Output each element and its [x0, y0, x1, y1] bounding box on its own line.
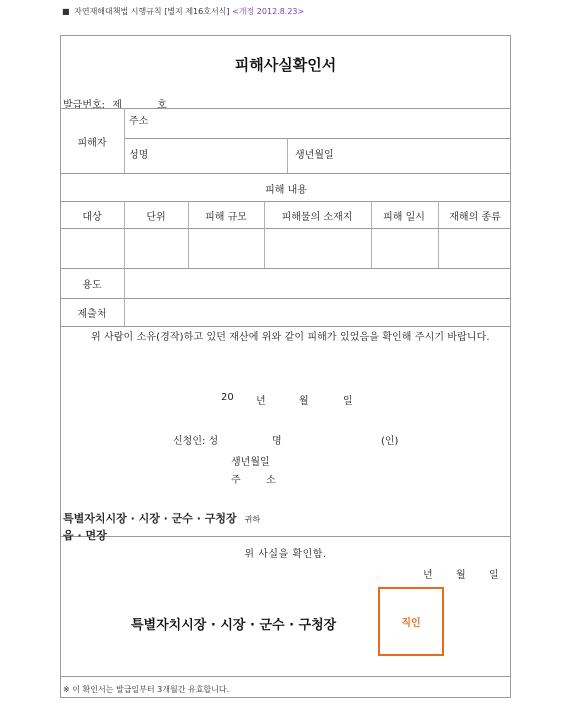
request-statement: 위 사람이 소유(경작)하고 있던 재산에 위와 같이 피해가 있었음을 확인해 주시기 바랍니다.: [91, 332, 490, 343]
date-year: 20: [221, 392, 234, 403]
column-divider: [438, 201, 439, 268]
validity-footnote: ※ 이 확인서는 발급일부터 3개월간 유효합니다.: [63, 685, 230, 694]
applicant-birth-label: 생년월일: [231, 457, 270, 468]
recipient-authority-line2: 읍 · 면장: [63, 529, 107, 542]
confirm-month-unit: 월: [456, 570, 466, 581]
row-divider: [61, 676, 510, 677]
row-divider: [61, 201, 510, 202]
column-divider: [264, 201, 265, 268]
column-divider: [188, 201, 189, 268]
row-divider: [61, 536, 510, 537]
row-divider: [61, 298, 510, 299]
applicant-address-char1: 주: [231, 475, 241, 486]
column-divider: [371, 201, 372, 268]
issue-number-suffix: 호: [157, 100, 167, 111]
official-seal-label: 직인: [401, 618, 421, 629]
signing-authority: 특별자치시장 · 시장 · 군수 · 구청장: [131, 618, 337, 633]
applicant-label: 신청인: 성: [173, 436, 219, 447]
applicant-seal: (인): [381, 436, 399, 447]
applicant-name-char: 명: [272, 436, 282, 447]
form-title: 피해사실확인서: [234, 56, 337, 74]
column-divider: [287, 138, 288, 173]
damage-col-unit: 단위: [146, 212, 166, 223]
row-divider: [124, 138, 510, 139]
submit-to-label: 제출처: [77, 309, 107, 320]
date-month-unit: 월: [299, 396, 309, 407]
damage-col-location: 피해물의 소재지: [281, 212, 353, 223]
damage-col-datetime: 피해 일시: [383, 212, 425, 223]
form-reference-text: 자연재해대책법 시행규칙 [별지 제16호서식]: [74, 7, 230, 16]
victim-address-field[interactable]: 주소: [129, 116, 149, 127]
recipient-authority: [63, 510, 260, 526]
issue-number-prefix: 제: [112, 100, 122, 111]
confirmation-text: 위 사실을 확인함.: [244, 549, 327, 560]
row-divider: [61, 173, 510, 174]
confirm-day-unit: 일: [489, 570, 499, 581]
official-seal-box: [378, 587, 444, 656]
issue-number-label: 발급번호:: [63, 100, 106, 111]
form-reference-note: [62, 6, 304, 17]
damage-col-disaster-type: 재해의 종류: [449, 212, 501, 223]
victim-name-field[interactable]: 성명: [129, 150, 149, 161]
row-divider: [61, 228, 510, 229]
damage-confirmation-form: [60, 35, 511, 698]
column-divider: [124, 268, 125, 326]
square-bullet-icon: ■: [62, 7, 70, 16]
row-divider: [61, 108, 510, 109]
confirm-year-unit: 년: [423, 570, 433, 581]
victim-header: 피해자: [77, 138, 107, 149]
damage-header: 피해 내용: [265, 185, 307, 196]
date-day-unit: 일: [343, 396, 353, 407]
column-divider: [124, 108, 125, 173]
date-year-unit: 년: [256, 396, 266, 407]
damage-col-scale: 피해 규모: [205, 212, 247, 223]
applicant-address-char2: 소: [266, 475, 276, 486]
recipient-authority-text: 특별자치시장 · 시장 · 군수 · 구청장: [63, 512, 237, 525]
revision-link[interactable]: <개정 2012.8.23>: [232, 7, 305, 16]
honorific: 귀하: [244, 515, 261, 524]
victim-birth-field[interactable]: 생년월일: [295, 150, 334, 161]
column-divider: [124, 201, 125, 268]
damage-col-target: 대상: [82, 212, 102, 223]
row-divider: [61, 268, 510, 269]
purpose-label: 용도: [82, 280, 102, 291]
